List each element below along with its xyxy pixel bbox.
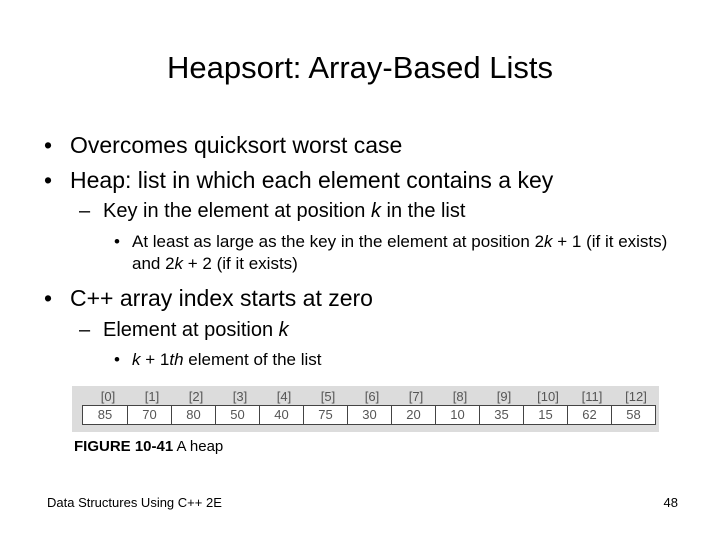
array-value-row [82, 405, 656, 425]
subsubbullet-dot: • [114, 232, 120, 251]
array-index-label: [12] [625, 389, 647, 404]
array-index-label: [1] [144, 389, 160, 404]
array-value-cell: 75 [303, 406, 347, 424]
array-value-cell: 58 [611, 406, 655, 424]
array-index-label: [4] [276, 389, 292, 404]
bullet-dot: • [44, 167, 53, 193]
array-value-cell: 10 [435, 406, 479, 424]
figure-caption-text: A heap [173, 438, 224, 455]
array-index-label: [5] [320, 389, 336, 404]
array-value-cell: 20 [391, 406, 435, 424]
subbullet-text: Key in the element at position k in the list [103, 200, 466, 222]
array-value-cell: 80 [171, 406, 215, 424]
bullet-text: Overcomes quicksort worst case [70, 132, 403, 158]
array-index-label: [7] [408, 389, 424, 404]
slide-title: Heapsort: Array-Based Lists [167, 50, 553, 85]
array-value-cell: 40 [259, 406, 303, 424]
array-index-label: [11] [581, 389, 603, 404]
bullet-text: Heap: list in which each element contains a key [70, 167, 554, 193]
array-value-cell: 15 [523, 406, 567, 424]
array-value-cell: 62 [567, 406, 611, 424]
array-index-label: [2] [188, 389, 204, 404]
subsubbullet-text: k + 1th element of the list [132, 350, 322, 369]
array-index-label: [9] [496, 389, 512, 404]
figure-label: FIGURE 10-41 [74, 438, 174, 455]
array-value-cell: 70 [127, 406, 171, 424]
page-number: 48 [663, 495, 678, 510]
array-index-label: [10] [537, 389, 559, 404]
bullet-text: C++ array index starts at zero [70, 285, 373, 311]
array-index-label: [8] [452, 389, 468, 404]
heap-array-figure [72, 386, 659, 432]
array-index-label: [3] [232, 389, 248, 404]
array-index-label: [6] [364, 389, 380, 404]
bullet-dot: • [44, 285, 53, 311]
array-value-cell: 50 [215, 406, 259, 424]
array-value-cell: 30 [347, 406, 391, 424]
subsubbullet-dot: • [114, 350, 120, 369]
figure-caption [74, 438, 223, 456]
subbullet-dash: – [79, 319, 91, 341]
subbullet-dash: – [79, 200, 91, 222]
bullet-dot: • [44, 132, 53, 158]
array-value-cell: 35 [479, 406, 523, 424]
subsubbullet-text: At least as large as the key in the element at position 2k + 1 (if it exists) and 2k + 2 (if it exists) [132, 232, 668, 273]
footer-book-title: Data Structures Using C++ 2E [47, 495, 222, 510]
array-index-label: [0] [100, 389, 116, 404]
subbullet-text: Element at position k [103, 319, 289, 341]
array-value-cell: 85 [97, 407, 113, 422]
